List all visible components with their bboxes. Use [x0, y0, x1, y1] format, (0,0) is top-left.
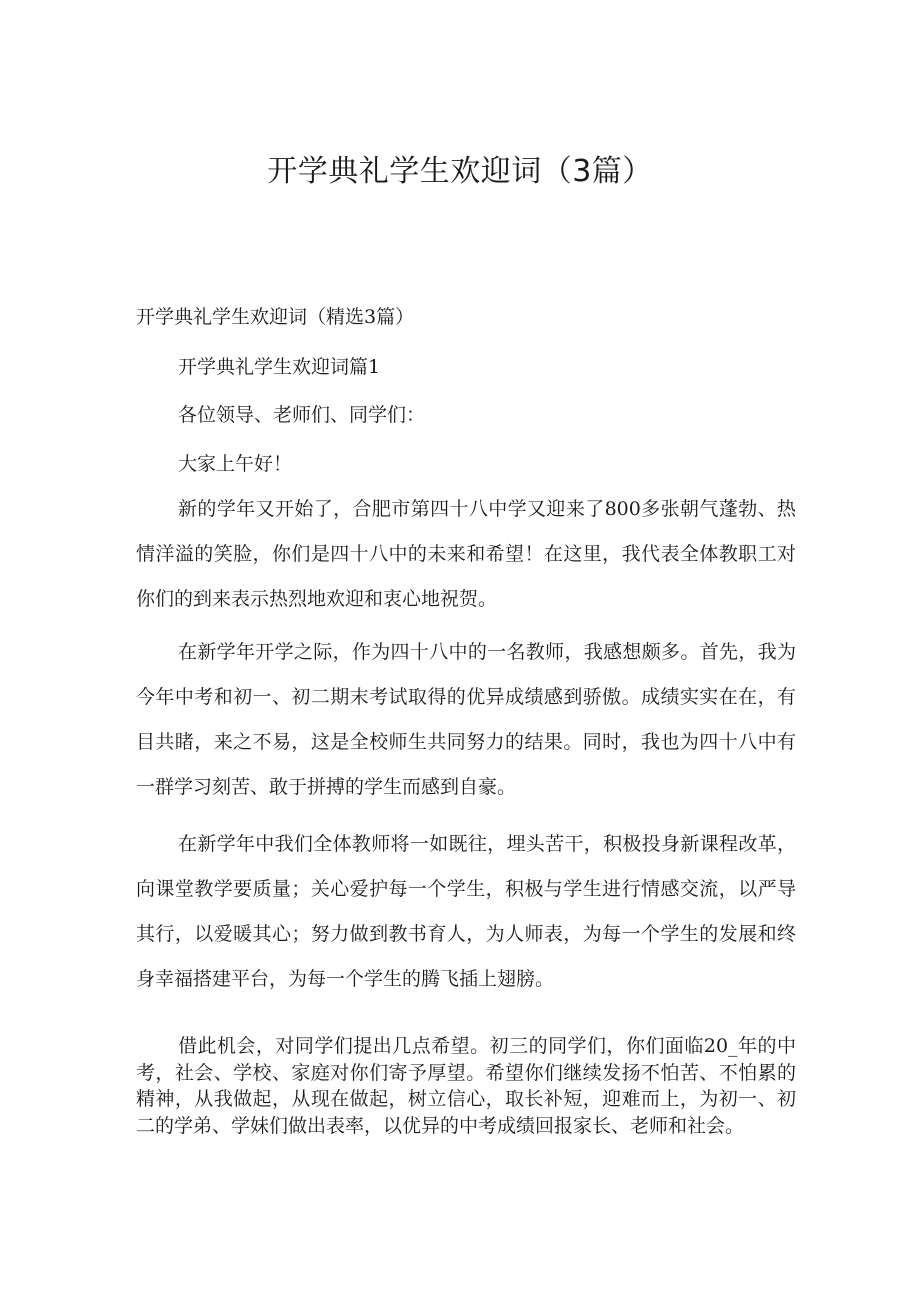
paragraph-4: 借此机会，对同学们提出几点希望。初三的同学们，你们面临20_年的中考，社会、学校、家庭对你们寄予厚望。希望你们继续发扬不怕苦、不怕累的精神，从我做起，从现在做起，树立信心，取长补短，迎难而上，为初一、初二的学弟、学妹们做出表率，以优异的中考成绩回报家长、老师和社会。	[136, 1035, 796, 1137]
salutation: 各位领导、老师们、同学们：	[178, 404, 426, 426]
paragraph-2: 在新学年开学之际，作为四十八中的一名教师，我感想颇多。首先，我为今年中考和初一、初二期末考试取得的优异成绩感到骄傲。成绩实实在在，有目共睹，来之不易，这是全校师生共同努力的结果。同时，我也为四十八中有一群学习刻苦、敢于拼搏的学生而感到自豪。	[136, 641, 796, 798]
document-title: 开学典礼学生欢迎词（3篇）	[267, 154, 653, 189]
greeting: 大家上午好！	[178, 453, 293, 475]
section-heading: 开学典礼学生欢迎词篇1	[178, 356, 381, 378]
paragraph-3: 在新学年中我们全体教师将一如既往，埋头苦干，积极投身新课程改革，向课堂教学要质量；关心爱护每一个学生，积极与学生进行情感交流，以严导其行，以爱暖其心；努力做到教书育人，为人师表，为每一个学生的发展和终身幸福搭建平台，为每一个学生的腾飞插上翅膀。	[136, 833, 796, 990]
paragraph-1: 新的学年又开始了，合肥市第四十八中学又迎来了800多张朝气蓬勃、热情洋溢的笑脸，你们是四十八中的未来和希望！在这里，我代表全体教职工对你们的到来表示热烈地欢迎和衷心地祝贺。	[136, 498, 796, 610]
document-subtitle: 开学典礼学生欢迎词（精选3篇）	[136, 306, 415, 328]
